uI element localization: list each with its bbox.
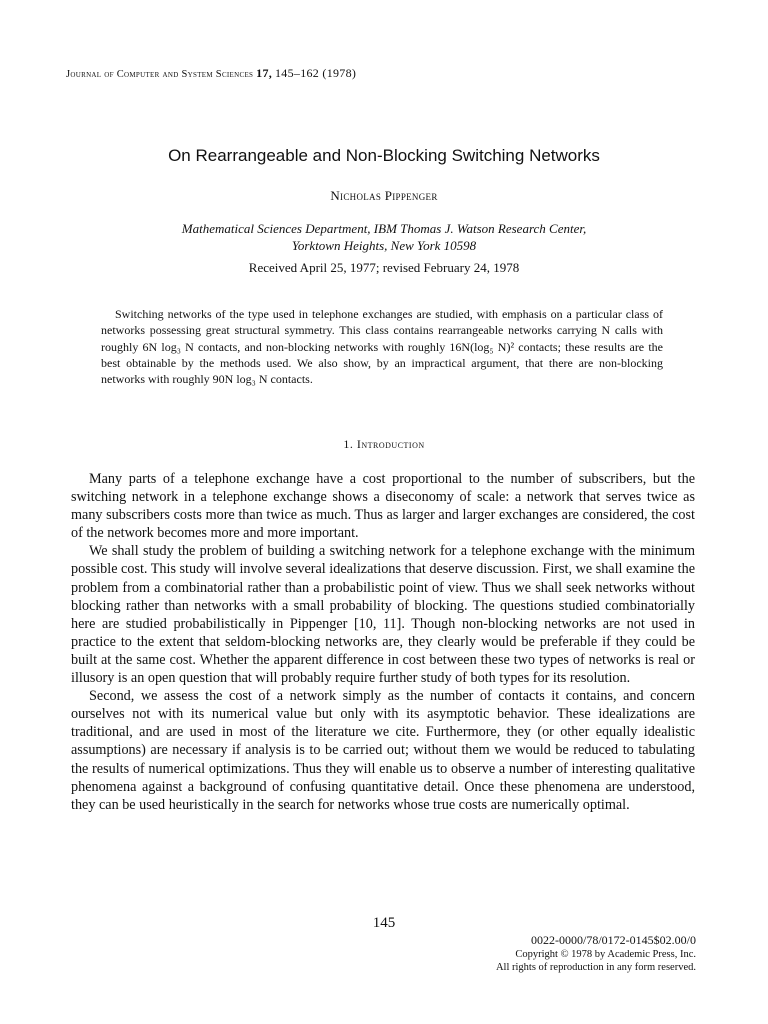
- paragraph: We shall study the problem of building a switching network for a telephone exchange with the minimum possible cost. This study will involve several idealizations that deserve discussion. First, we shall examine the problem from a combinatorial rather than a probabilistic point of view. Thus we shall seek networks without blocking rather than networks with a small probability of blocking. The questions studied combinatorially here are studied probabilistically in Pippenger [10, 11]. Though non-blocking networks are not used in practice to the extent that seldom-blocking networks are, they clearly would be preferable if they could be built at the same cost. Whether the apparent difference in cost between these two types of networks is real or illusory is an open question that will probably require further study of both types for its resolution.: [71, 543, 695, 687]
- paper-title: On Rearrangeable and Non-Blocking Switching Networks: [168, 146, 600, 165]
- received-dates: Received April 25, 1977; revised February 24, 1978: [248, 260, 520, 275]
- paragraph: Many parts of a telephone exchange have a cost proportional to the number of subscribers, but the switching network in a telephone exchange shows a diseconomy of scale: a network that serves twice as many subscribers costs more than twice as much. Thus as larger and larger exchanges are considered, the cost of the network becomes more and more important.: [71, 471, 695, 542]
- journal-pages: 145–162 (1978): [275, 66, 357, 80]
- body-text: [71, 470, 695, 814]
- journal-header: [66, 66, 356, 81]
- abstract-text: Switching networks of the type used in telephone exchanges are studied, with emphasis on a particular class of networks possessing great structural symmetry. This class contains rearrangeable networks carrying N calls with roughly 6N log₃ N contacts, and non-blocking networks with roughly 16N(log₅ N)² contacts; these results are the best obtainable by the methods used. We also show, by an impractical argument, that there are non-blocking networks with roughly 90N log₃ N contacts.: [101, 307, 663, 387]
- affiliation: [0, 220, 768, 254]
- affiliation-line-1: Mathematical Sciences Department, IBM Thomas J. Watson Research Center,: [181, 221, 587, 236]
- page-number: 145: [372, 915, 396, 931]
- author-name: Nicholas Pippenger: [330, 188, 438, 203]
- abstract: [101, 306, 663, 387]
- article-code: 0022-0000/78/0172-0145$02.00/0: [531, 933, 696, 947]
- journal-name: Journal of Computer and System Sciences: [66, 69, 254, 80]
- rights-line: All rights of reproduction in any form reserved.: [495, 962, 696, 973]
- section-heading: 1. Introduction: [343, 437, 425, 451]
- journal-volume: 17,: [256, 66, 273, 80]
- copyright-line: Copyright © 1978 by Academic Press, Inc.: [515, 948, 696, 960]
- copyright-block: [496, 934, 696, 975]
- paragraph: Second, we assess the cost of a network simply as the number of contacts it contains, and concern ourselves not with its numerical value but only with its asymptotic behavior. These idealizations are traditional, and are used in most of the literature we cite. Furthermore, they (or other equally idealistic assumptions) are necessary if analysis is to be carried out; without them we would be reduced to tabulating the results of numerical optimizations. Thus they will enable us to observe a number of interesting qualitative phenomena against a background of confusing quantitative detail. Once these phenomena are understood, they can be used heuristically in the search for networks whose true costs are numerically optimal.: [71, 688, 695, 813]
- affiliation-line-2: Yorktown Heights, New York 10598: [291, 238, 477, 253]
